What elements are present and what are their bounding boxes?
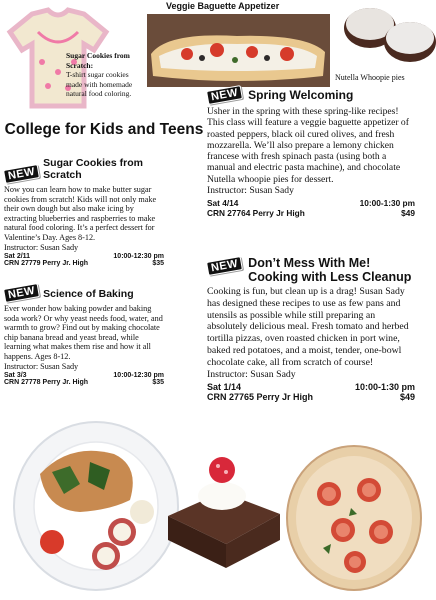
course-instructor: Instructor: Susan Sady — [207, 185, 294, 197]
course-time: 10:00-1:30 pm — [354, 382, 415, 393]
whoopie-caption: Nutella Whoopie pies — [335, 73, 405, 82]
course-time: 10:00-12:30 pm — [113, 372, 164, 380]
course-instructor: Instructor: Susan Sady — [207, 368, 296, 380]
course-price: $35 — [152, 379, 164, 387]
course-title: Science of Baking — [43, 288, 134, 300]
new-badge: NEW — [3, 164, 40, 184]
course-title: Don’t Mess With Me! Cooking with Less Cleanup — [248, 256, 412, 284]
chicken-plate-image — [10, 414, 180, 594]
course-time: 10:00-12:30 pm — [113, 253, 164, 261]
course-date: Sat 4/14 — [207, 198, 239, 209]
new-badge: NEW — [206, 256, 243, 276]
section-title: College for Kids and Teens — [4, 121, 204, 138]
course-description: Usher in the spring with these spring-like recipes! This class will feature a veggie baguette appetizer of roasted peppers, black oil cured olives, and fresh mozzarella. We’ll also prepare a lemony chicken francese with fresh spinach pasta (using both a manual and electric pasta machine), and chocolate Nutella whoopie pies for dessert. — [207, 106, 409, 185]
baguette-caption: Veggie Baguette Appetizer — [166, 1, 280, 11]
new-badge: NEW — [3, 283, 40, 303]
cookie-caption-title: Sugar Cookies from Scratch: — [66, 51, 130, 70]
course-instructor: Instructor: Susan Sady — [4, 361, 79, 371]
course-crn: CRN 27765 Perry Jr High — [207, 392, 314, 403]
course-date: Sat 1/14 — [207, 382, 242, 393]
course-title: Sugar Cookies from Scratch — [43, 157, 143, 181]
course-description: Ever wonder how baking powder and baking soda work? Or why yeast needs food, water, and warmth to grow? Find out by making chocolate chip banana bread and yeast bread, while learning what makes them rise and how it all happens. Ages 8-12. — [4, 304, 163, 361]
course-price: $35 — [152, 260, 164, 268]
course-date: Sat 3/3 — [4, 372, 27, 380]
course-crn: CRN 27764 Perry Jr High — [207, 208, 305, 219]
course-date: Sat 2/11 — [4, 253, 31, 261]
chocolate-cake-image — [160, 452, 284, 572]
course-time: 10:00-1:30 pm — [359, 198, 415, 209]
course-description: Cooking is fun, but clean up is a drag! Susan Sady has designed these recipes to use as few pans and utensils as possible while still preparing an absolutely delicious meal. Fresh tomato and herbed tortilla pizzas, oven roasted chicken in port wine, baked red potatoes, and a moist, tender, one-bowl chocolate cake, all from scratch of course! — [207, 286, 409, 368]
new-badge: NEW — [206, 85, 243, 105]
course-price: $49 — [401, 208, 415, 219]
veggie-baguette-image — [147, 14, 330, 87]
course-instructor: Instructor: Susan Sady — [4, 242, 79, 252]
course-crn: CRN 27779 Perry Jr. High — [4, 260, 89, 268]
cookie-caption-desc: T-shirt sugar cookies made with homemade natural food coloring. — [66, 70, 133, 98]
course-description: Now you can learn how to make butter sugar cookies from scratch! Kids will not only make their own dough but also make icing by extracting blueberries and raspberries to make natural food coloring. It’s a perfect dessert for Valentine’s Day. Ages 8-12. — [4, 185, 157, 242]
course-price: $49 — [399, 392, 415, 403]
course-title: Spring Welcoming — [248, 88, 354, 102]
tortilla-pizza-image — [285, 444, 423, 592]
course-crn: CRN 27778 Perry Jr. High — [4, 379, 89, 387]
whoopie-pies-image — [340, 2, 436, 70]
